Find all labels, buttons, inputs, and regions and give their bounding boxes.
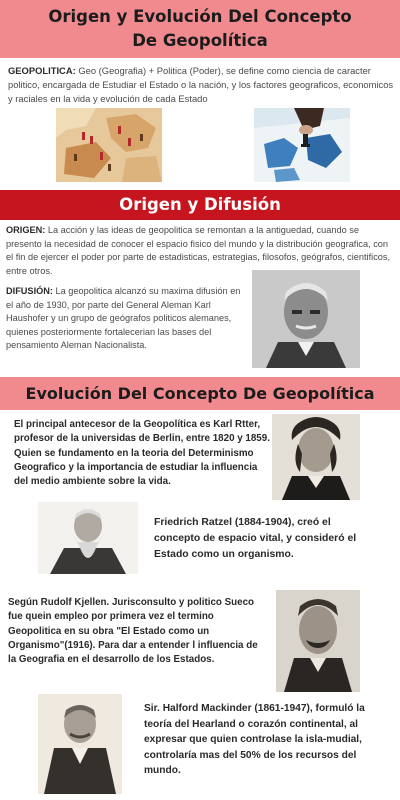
evolucion-banner [0, 377, 400, 410]
page-title-line-1: Origen y Evolución Del Concepto [48, 7, 352, 26]
mackinder-text: Sir. Halford Mackinder (1861-1947), formuló la teoría del Hearland o corazón continental, al expresar que quien controlase la isla-mudial, controlaría mas del 50% de los recursos del mundo. [144, 703, 365, 777]
map-pieces-image [56, 108, 162, 182]
ratzel-text: Friedrich Ratzel (1884-1904), creó el concepto de espacio vital, y consideró el Estado como un organismo. [154, 517, 357, 560]
origen-term: ORIGEN: [6, 225, 46, 235]
difusion-text: La geopolitica alcanzó su maxima difusión en el año de 1930, por parte del General Aleman Karl Haushofer y un grupo de geógrafos politicos alemanes, quienes posteriormente fortalecerian las bases del pensamiento Aleman Nacionalista. [6, 286, 241, 351]
mackinder-portrait [38, 694, 122, 794]
intro-term: GEOPOLITICA: [8, 65, 76, 76]
difusion-paragraph [6, 285, 246, 353]
page-title-line-2: De Geopolítica [132, 31, 268, 50]
evolucion-title: Evolución Del Concepto De Geopolítica [25, 384, 375, 403]
chess-map-image [254, 108, 350, 182]
origen-text: La acción y las ideas de geopolitica se remontan a la antiguedad, cuando se presento la necesidad de conocer el espacio fisico del mundo y la distribución geografica, con el fin de ejercer el poder por parte de estadisticas, estrategias, filosofos, geógrafos, cientificos, entre otros. [6, 225, 391, 276]
origen-difusion-title: Origen y Difusión [119, 195, 281, 214]
ratzel-portrait [38, 502, 138, 574]
intro-text: Geo (Geografia) + Politica (Poder), se define como ciencia de caracter politico, encargada de Estudiar el Estado o la nación, y los factores geograficos, economicos y raciales en la vida y evolución de cada Estado [8, 65, 394, 104]
kjellen-text: Según Rudolf Kjellen. Jurisconsulto y politico Sueco fue quein empleo por primera vez el termino Geopolitica en su obra "El Estado como un Organismo"(1916). Para dar a entender l influencia de la Geografia en el desarrollo de los Estados. [8, 597, 258, 666]
intro-paragraph [8, 64, 394, 106]
difusion-term: DIFUSIÓN: [6, 286, 53, 296]
ritter-portrait [272, 414, 360, 500]
origen-difusion-banner [0, 190, 400, 220]
kjellen-portrait [276, 590, 360, 692]
ritter-text: El principal antecesor de la Geopolítica es Karl Rtter, profesor de la universidas de Berlin, entre 1820 y 1859. Quien se fundamento en la teoria del Determinismo Geografico y la importancia de estudiar la influencia del medio ambiente sobre la vida. [14, 419, 270, 488]
haushofer-portrait [252, 270, 360, 368]
header-banner [0, 0, 400, 58]
